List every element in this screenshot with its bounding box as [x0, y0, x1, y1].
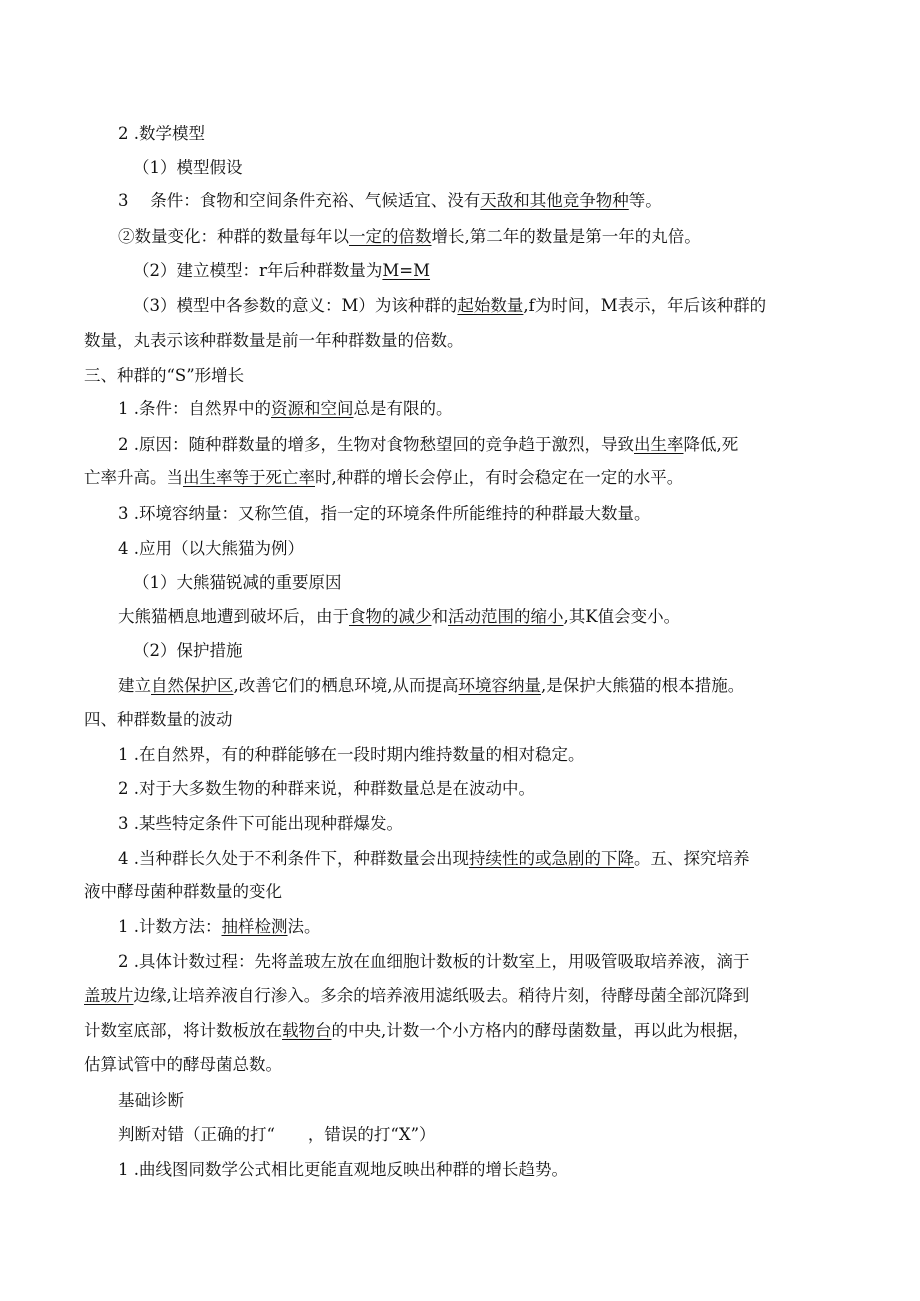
- text-line: [0, 365, 920, 387]
- underlined-term: 持续性的或急剧的下降: [469, 849, 634, 868]
- line-text: 3 条件：食物和空间条件充裕、气候适宜、没有: [118, 191, 481, 210]
- underlined-term: 一定的倍数: [349, 227, 432, 246]
- line-text: 大熊猫栖息地遭到破坏后，由于: [118, 607, 349, 626]
- text-line: [0, 330, 920, 352]
- text-line: [0, 538, 920, 560]
- line-text: 判断对错（正确的打“ ，错误的打“X”）: [118, 1125, 436, 1144]
- line-text: 等。: [628, 191, 662, 210]
- line-text: 1 .在自然界，有的种群能够在一段时期内维持数量的相对稳定。: [118, 745, 585, 764]
- text-line: [0, 434, 920, 456]
- text-line: [0, 226, 920, 248]
- text-line: [0, 157, 920, 179]
- line-text: 2 .原因：随种群数量的增多，生物对食物愁望回的竞争趋于激烈，导致: [118, 435, 634, 454]
- line-text: 基础诊断: [118, 1091, 184, 1110]
- text-line: [0, 1124, 920, 1146]
- underlined-term: 抽样检测: [221, 917, 288, 936]
- line-text: ,改善它们的栖息环境,从而提高: [233, 676, 459, 695]
- text-line: [0, 572, 920, 594]
- text-line: [0, 1090, 920, 1112]
- text-line: [0, 848, 920, 870]
- underlined-term: 自然保护区: [151, 676, 234, 695]
- line-text: ,f为时间，M表示，年后该种群的: [523, 296, 767, 315]
- text-line: [0, 123, 920, 145]
- text-line: [0, 190, 920, 212]
- line-text: ,是保护大熊猫的根本措施。: [541, 676, 745, 695]
- text-line: [0, 606, 920, 628]
- line-text: 2 .对于大多数生物的种群来说，种群数量总是在波动中。: [118, 779, 535, 798]
- line-text: 3 .某些特定条件下可能出现种群爆发。: [118, 814, 403, 833]
- line-text: 的中央,计数一个小方格内的酵母菌数量，再以此为根据，: [331, 1021, 750, 1040]
- text-line: [0, 951, 920, 973]
- text-line: [0, 503, 920, 525]
- underlined-term: 载物台: [282, 1021, 332, 1040]
- underlined-term: 资源和空间: [271, 399, 354, 418]
- line-text: 和: [431, 607, 448, 626]
- line-text: 增长,第二年的数量是第一年的丸倍。: [431, 227, 701, 246]
- line-text: 4 .应用（以大熊猫为例）: [118, 539, 304, 558]
- line-text: （1）大熊猫锐减的重要原因: [133, 573, 342, 592]
- text-line: [0, 744, 920, 766]
- text-line: [0, 295, 920, 317]
- line-text: 亡率升高。当: [84, 468, 183, 487]
- line-text: 降低,死: [683, 435, 739, 454]
- line-text: 4 .当种群长久处于不利条件下，种群数量会出现: [118, 849, 469, 868]
- text-line: [0, 1020, 920, 1042]
- line-text: 2 .具体计数过程：先将盖玻左放在血细胞计数板的计数室上，用吸管吸取培养液，滴于: [118, 952, 750, 971]
- line-text: 时,种群的增长会停止，有时会稳定在一定的水平。: [315, 468, 684, 487]
- underlined-term: 环境容纳量: [458, 676, 541, 695]
- line-text: 总是有限的。: [353, 399, 453, 418]
- underlined-term: M=M: [382, 261, 431, 280]
- line-text: 液中酵母菌种群数量的变化: [84, 882, 282, 901]
- text-line: [0, 1054, 920, 1076]
- line-text: 边缘,让培养液自行渗入。多余的培养液用滤纸吸去。稍待片刻，待酵母菌全部沉降到: [133, 986, 750, 1005]
- line-text: 1 .曲线图同数学公式相比更能直观地反映出种群的增长趋势。: [118, 1160, 568, 1179]
- line-text: 四、种群数量的波动: [84, 710, 233, 729]
- line-text: （1）模型假设: [133, 158, 243, 177]
- line-text: 1 .条件：自然界中的: [118, 399, 271, 418]
- underlined-term: 活动范围的缩小: [448, 607, 564, 626]
- text-line: [0, 260, 920, 282]
- text-line: [0, 640, 920, 662]
- line-text: 数量，丸表示该种群数量是前一年种群数量的倍数。: [84, 331, 464, 350]
- text-line: [0, 1159, 920, 1181]
- text-line: [0, 985, 920, 1007]
- text-line: [0, 881, 920, 903]
- text-line: [0, 709, 920, 731]
- text-line: [0, 778, 920, 800]
- line-text: 。五、探究培养: [634, 849, 750, 868]
- line-text: 计数室底部，将计数板放在: [84, 1021, 282, 1040]
- underlined-term: 出生率: [634, 435, 684, 454]
- line-text: 建立: [118, 676, 151, 695]
- text-line: [0, 467, 920, 489]
- text-line: [0, 813, 920, 835]
- line-text: ②数量变化：种群的数量每年以: [118, 227, 349, 246]
- text-line: [0, 675, 920, 697]
- underlined-term: 出生率等于死亡率: [183, 468, 315, 487]
- underlined-term: 天敌和其他竞争物种: [480, 191, 629, 210]
- line-text: 估算试管中的酵母菌总数。: [84, 1055, 282, 1074]
- line-text: （2）建立模型：r年后种群数量为: [133, 261, 383, 280]
- line-text: ,其K值会变小。: [563, 607, 681, 626]
- line-text: 法。: [287, 917, 321, 936]
- text-line: [0, 916, 920, 938]
- underlined-term: 盖玻片: [84, 986, 134, 1005]
- line-text: （2）保护措施: [133, 641, 243, 660]
- line-text: （3）模型中各参数的意义：M）为该种群的: [133, 296, 458, 315]
- line-text: 3 .环境容纳量：又称竺值，指一定的环境条件所能维持的种群最大数量。: [118, 504, 651, 523]
- line-text: 三、种群的“S”形增长: [84, 366, 245, 385]
- line-text: 2 .数学模型: [118, 124, 205, 143]
- line-text: 1 .计数方法：: [118, 917, 222, 936]
- underlined-term: 食物的减少: [349, 607, 432, 626]
- text-line: [0, 398, 920, 420]
- underlined-term: 起始数量: [457, 296, 524, 315]
